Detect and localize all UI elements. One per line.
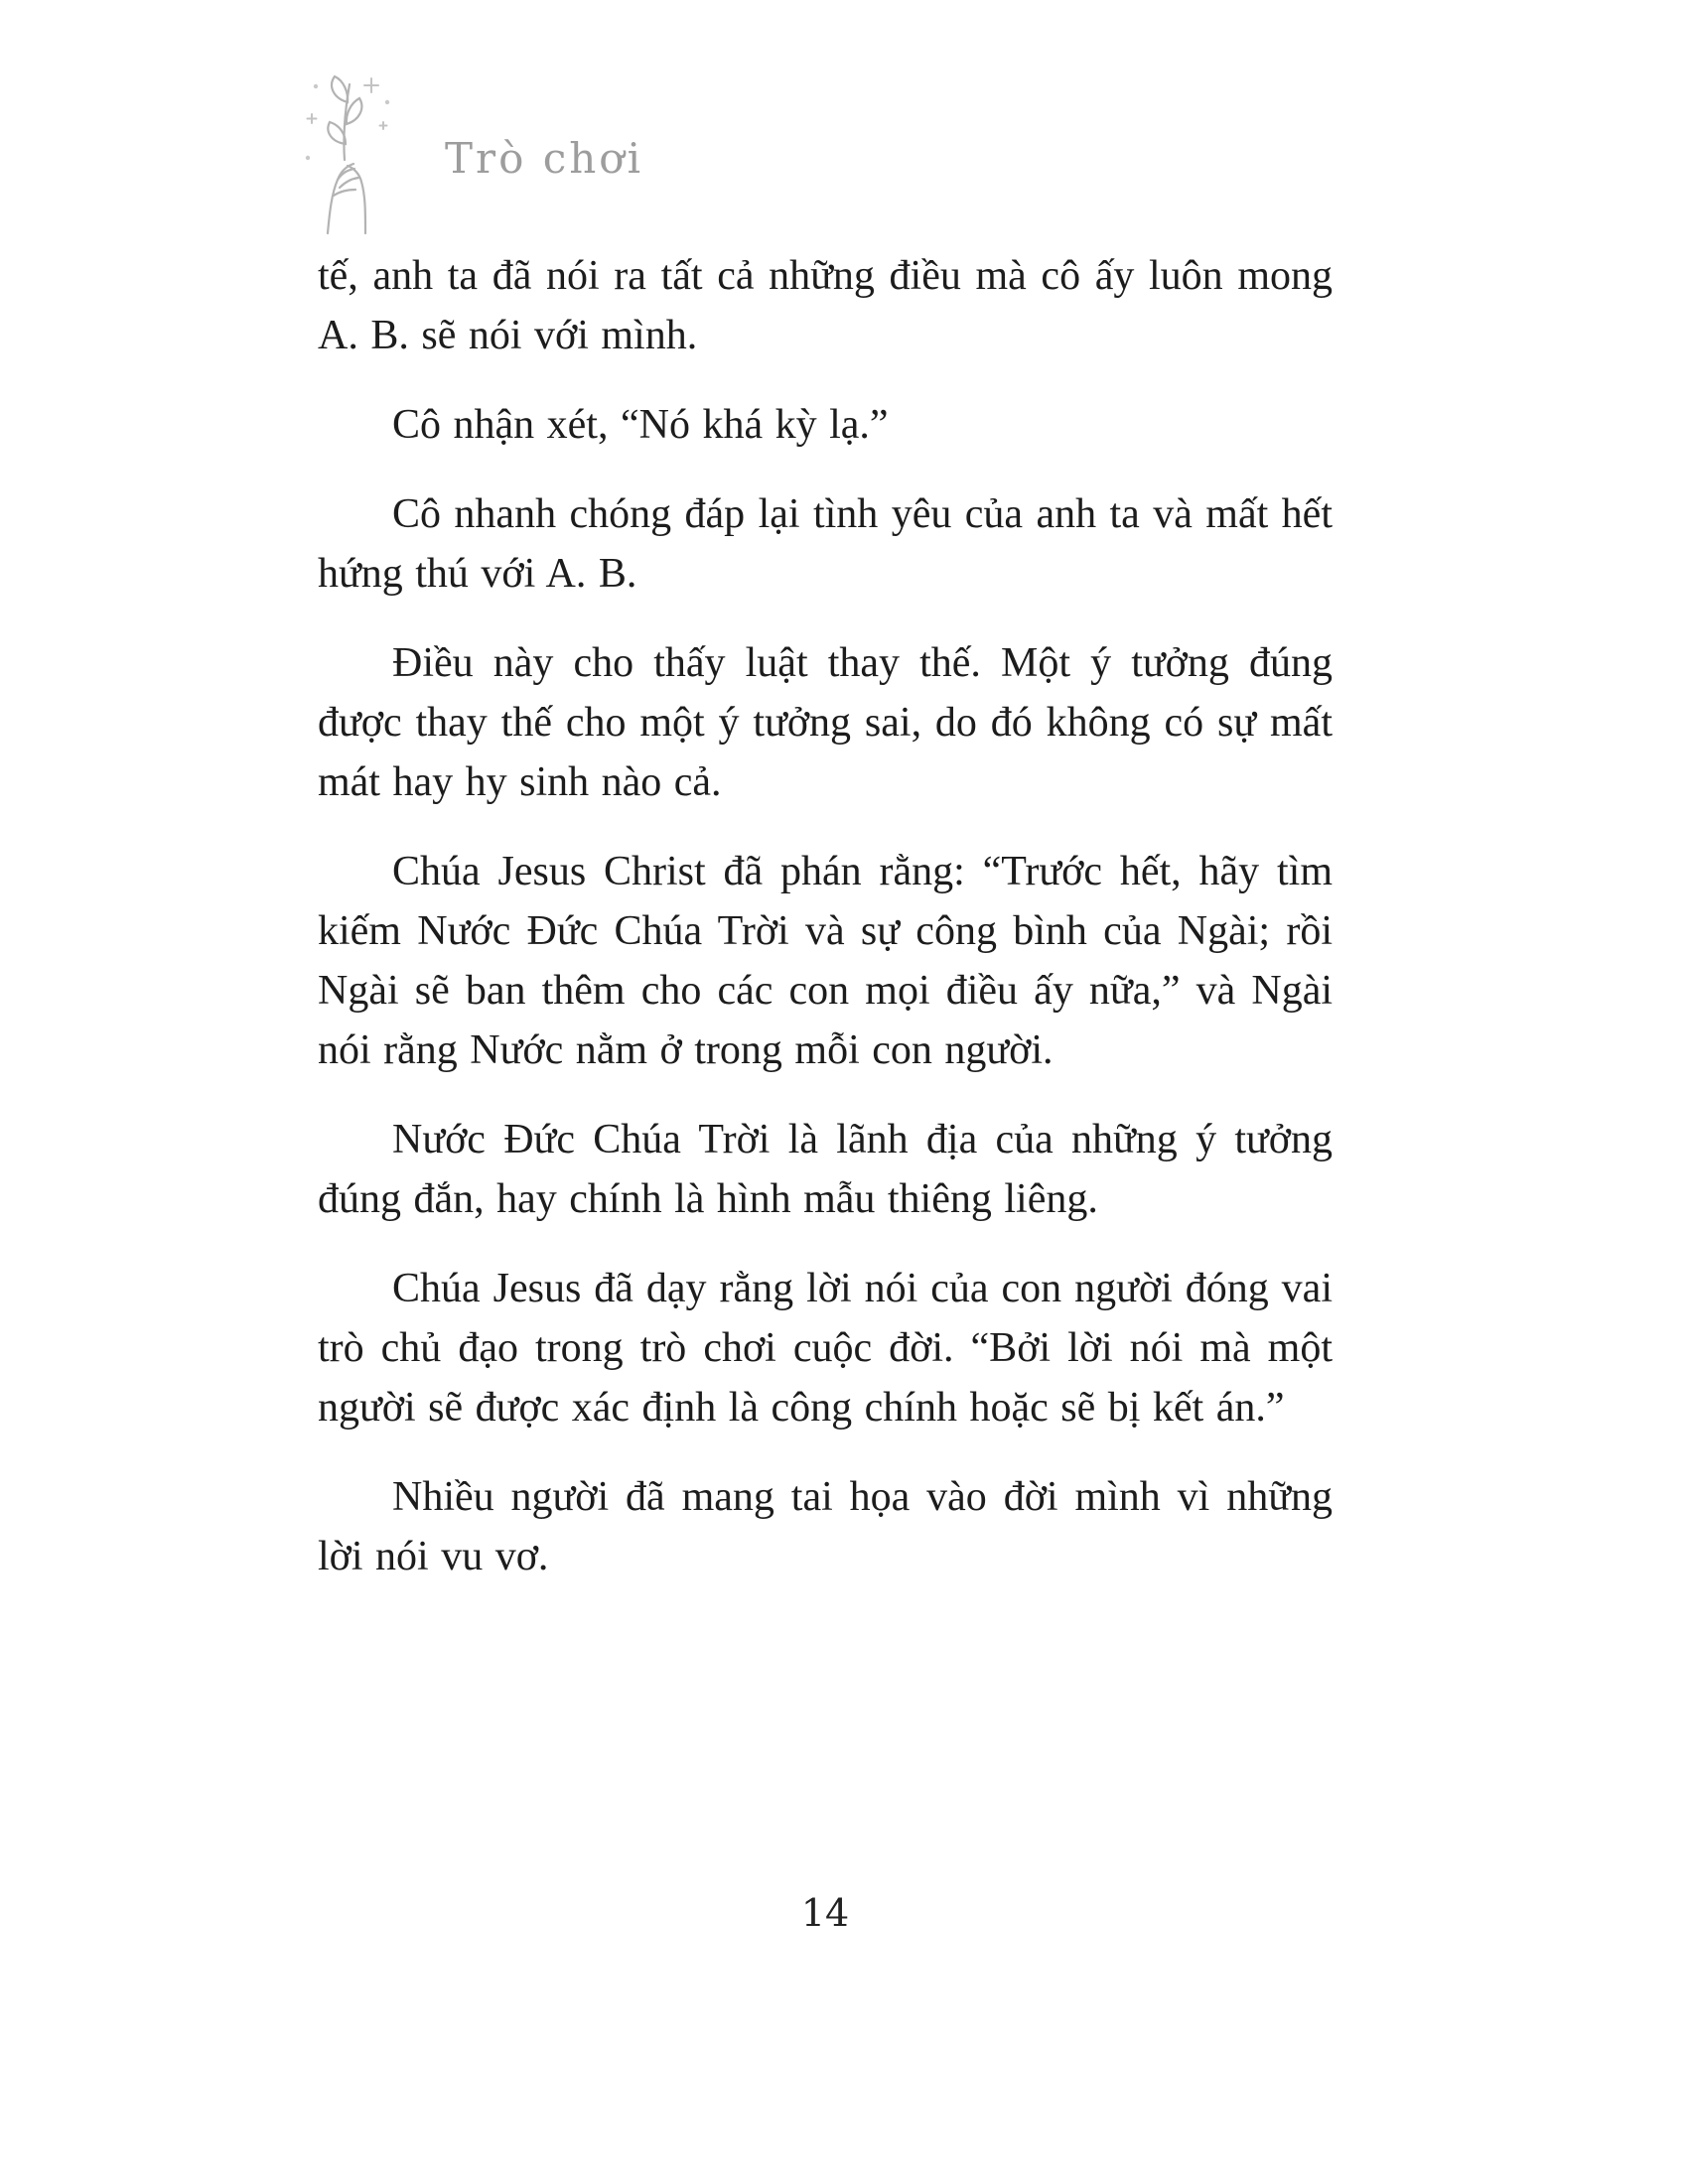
page-number: 14 (800, 1891, 850, 1935)
hand-sprig-logo-icon (288, 63, 407, 236)
paragraph: Cô nhận xét, “Nó khá kỳ lạ.” (392, 402, 889, 448)
paragraph: tế, anh ta đã nói ra tất cả những điều mà cô ấy luôn mong A. B. sẽ nói với mình. (318, 253, 1333, 358)
paragraph: Nhiều người đã mang tai họa vào đời mình vì những lời nói vu vơ. (318, 1474, 1333, 1579)
paragraph: Chúa Jesus đã dạy rằng lời nói của con người đóng vai trò chủ đạo trong trò chơi cuộc đời. “Bởi lời nói mà một người sẽ được xác định là công chính hoặc sẽ bị kết án.” (318, 1266, 1333, 1431)
running-header-title: Trò chơi (445, 133, 644, 183)
body-text (318, 246, 1333, 1616)
paragraph: Nước Đức Chúa Trời là lãnh địa của những ý tưởng đúng đắn, hay chính là hình mẫu thiêng liêng. (318, 1117, 1333, 1222)
paragraph: Chúa Jesus Christ đã phán rằng: “Trước hết, hãy tìm kiếm Nước Đức Chúa Trời và sự công bình của Ngài; rồi Ngài sẽ ban thêm cho các con mọi điều ấy nữa,” và Ngài nói rằng Nước nằm ở trong mỗi con người. (318, 849, 1333, 1073)
paragraph: Cô nhanh chóng đáp lại tình yêu của anh ta và mất hết hứng thú với A. B. (318, 491, 1333, 597)
paragraph: Điều này cho thấy luật thay thế. Một ý tưởng đúng được thay thế cho một ý tưởng sai, do đó không có sự mất mát hay hy sinh nào cả. (318, 640, 1333, 805)
page-header (288, 60, 643, 238)
